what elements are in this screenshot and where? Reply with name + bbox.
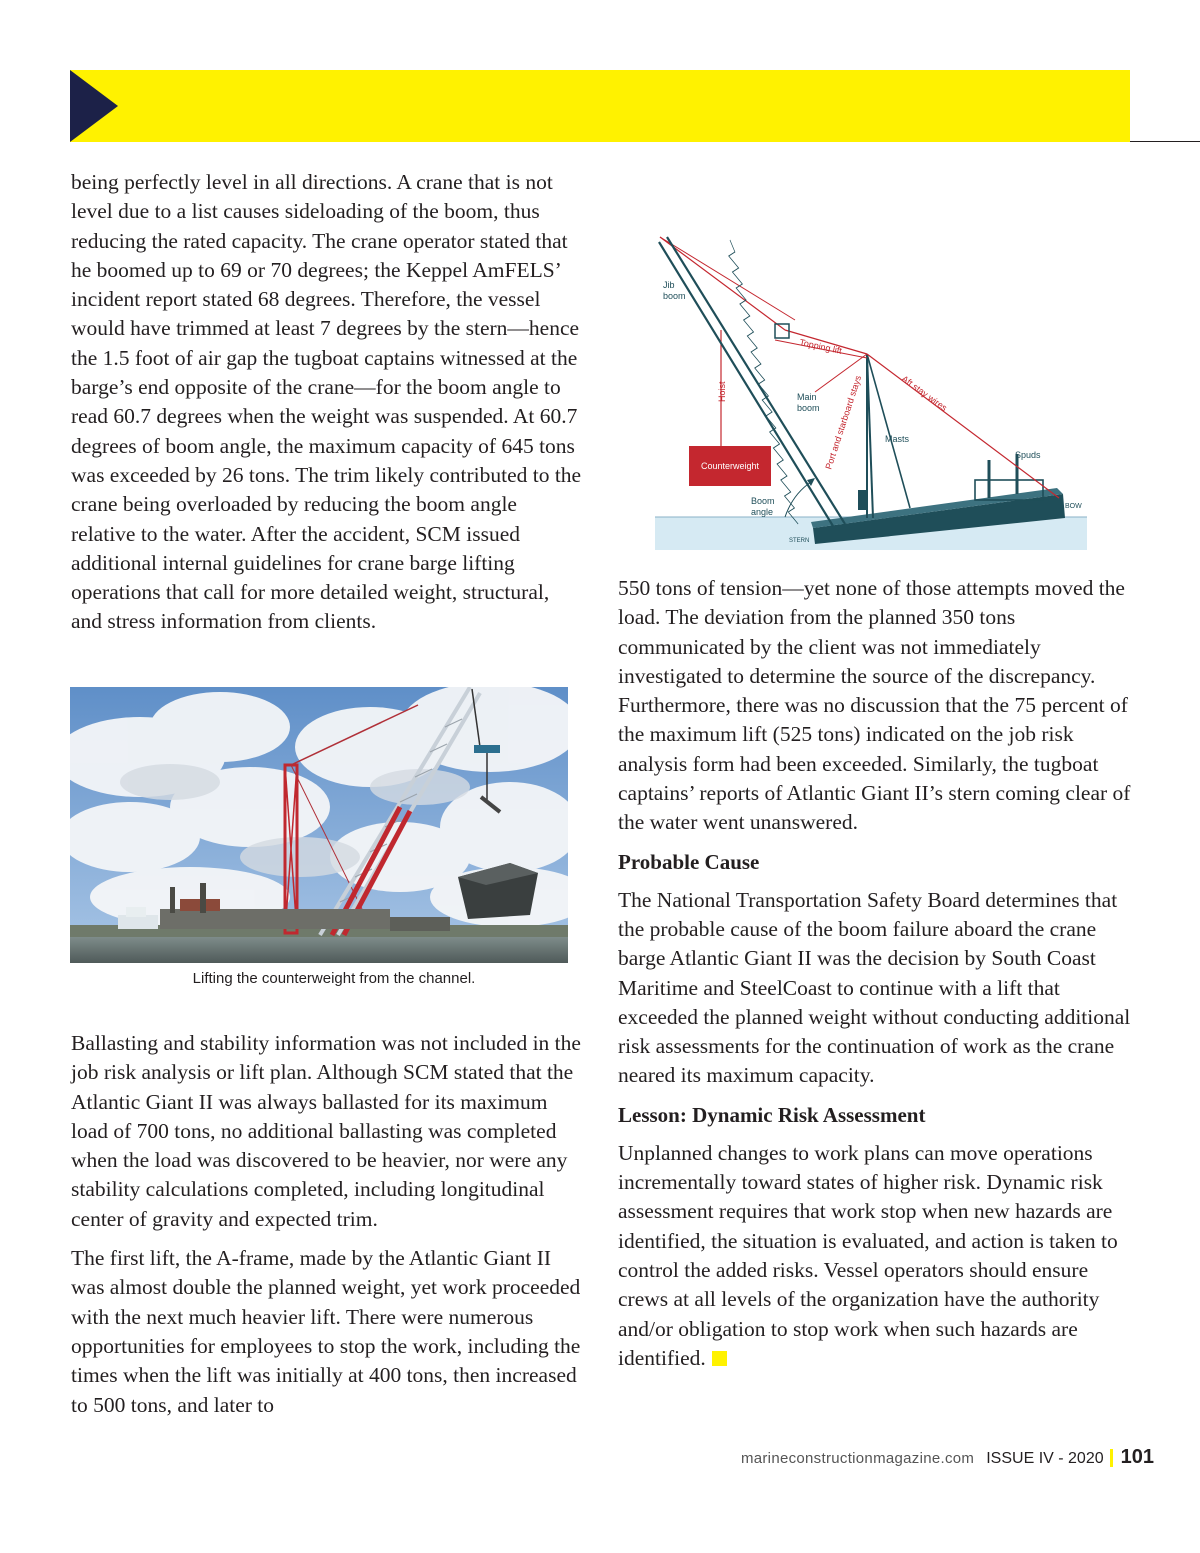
diagram-label-bow: BOW <box>1065 503 1082 510</box>
left-column-bottom <box>71 1029 583 1430</box>
body-paragraph: The first lift, the A-frame, made by the Atlantic Giant II was almost double the planned weight, yet work proceeded with the next much heavier lift. There were numerous opportunities for employees to stop the work, including the times when the lift was initially at 400 tons, then increased to 500 tons, and later to <box>71 1246 581 1417</box>
diagram-label-stays: Port and starboard stays <box>823 374 864 471</box>
lesson-text: Unplanned changes to work plans can move operations incrementally toward states of higher risk. Dynamic risk assessment requires that work stop when new hazards are identified, the situation is evaluated, and action is taken to control the added risks. Vessel operators should ensure crews at all levels of the organization have the authority and/or obligation to stop work when such hazards are identified. <box>618 1140 1118 1370</box>
diagram-label-jib-boom-2: boom <box>663 291 686 301</box>
left-column-top <box>71 168 583 647</box>
body-paragraph: being perfectly level in all directions. A crane that is not level due to a list causes sideloading of the boom, thus reducing the rated capacity. The crane operator stated that he boomed up to 69 or 70 degrees; the Keppel AmFELS’ incident report stated 68 degrees. Therefore, the vessel would have trimmed at least 7 degrees by the stern—hence the 1.5 foot of air gap the tugboat captains witnessed at the barge’s end opposite of the crane—for the boom angle to read 60.7 degrees when the weight was suspended. At 60.7 degrees of boom angle, the maximum capacity of 645 tons was exceeded by 26 tons. The trim likely contributed to the crane being overloaded by reducing the boom angle relative to the water. After the accident, SCM issued additional internal guidelines for crane barge lifting operations that call for more detailed weight, structural, and stress information from clients. <box>71 170 582 634</box>
page-number: 101 <box>1120 1446 1154 1468</box>
crane-barge-diagram <box>655 232 1087 550</box>
heading-probable-cause: Probable Cause <box>618 849 760 874</box>
diagram-label-hoist: Hoist <box>717 381 727 402</box>
body-paragraph: The National Transportation Safety Board determines that the probable cause of the boom failure aboard the crane barge Atlantic Giant II was the decision by South Coast Maritime and SteelCoast to continue with a lift that exceeded the planned weight without conducting additional risk assessments for the continuation of work as the crane neared its maximum capacity. <box>618 887 1131 1088</box>
section-banner <box>70 70 1130 142</box>
footer-issue: ISSUE IV - 2020 <box>986 1450 1104 1467</box>
footer-divider <box>1110 1449 1113 1467</box>
diagram-label-main-boom: Main <box>797 392 817 402</box>
diagram-label-topping-lift: Topping lift <box>798 337 843 356</box>
diagram-label-main-boom-2: boom <box>797 403 820 413</box>
page-footer <box>741 1446 1154 1469</box>
body-paragraph-last <box>618 1139 1132 1373</box>
diagram-label-jib-boom: Jib <box>663 280 675 290</box>
body-paragraph: Ballasting and stability information was not included in the job risk analysis or lift plan. Although SCM stated that the Atlantic Giant II was always ballasted for its maximum load of 700 tons, no additional ballasting was completed when the load was discovered to be heavier, nor were any stability calculations completed, including longitudinal center of gravity and expected trim. <box>71 1031 581 1231</box>
chevron-right-icon <box>70 70 118 142</box>
diagram-label-counterweight: Counterweight <box>700 461 760 471</box>
heading-lesson: Lesson: Dynamic Risk Assessment <box>618 1102 926 1127</box>
crane-lift-photo <box>70 687 568 963</box>
end-of-article-icon <box>712 1351 727 1366</box>
diagram-label-spuds: Spuds <box>1015 450 1041 460</box>
body-paragraph: 550 tons of tension—yet none of those attempts moved the load. The deviation from the planned 350 tons communicated by the client was not immediately investigated to determine the source of the discrepancy. Furthermore, there was no discussion that the 75 percent of the maximum lift (525 tons) indicated on the job risk analysis form had been exceeded. Similarly, the tugboat captains’ reports of Atlantic Giant II’s stern coming clear of the water went unanswered. <box>618 576 1131 835</box>
diagram-label-stern: STERN <box>789 538 810 544</box>
footer-url: marineconstructionmagazine.com <box>740 1450 975 1467</box>
right-column <box>618 574 1132 1383</box>
photo-caption: Lifting the counterweight from the channel. <box>192 970 476 987</box>
diagram-label-masts: Masts <box>885 434 910 444</box>
banner-rule <box>1130 141 1200 142</box>
diagram-label-aft-stay: Aft stay wires <box>899 373 949 414</box>
diagram-label-boom-angle-2: angle <box>751 507 774 517</box>
diagram-label-boom-angle: Boom <box>751 496 775 506</box>
